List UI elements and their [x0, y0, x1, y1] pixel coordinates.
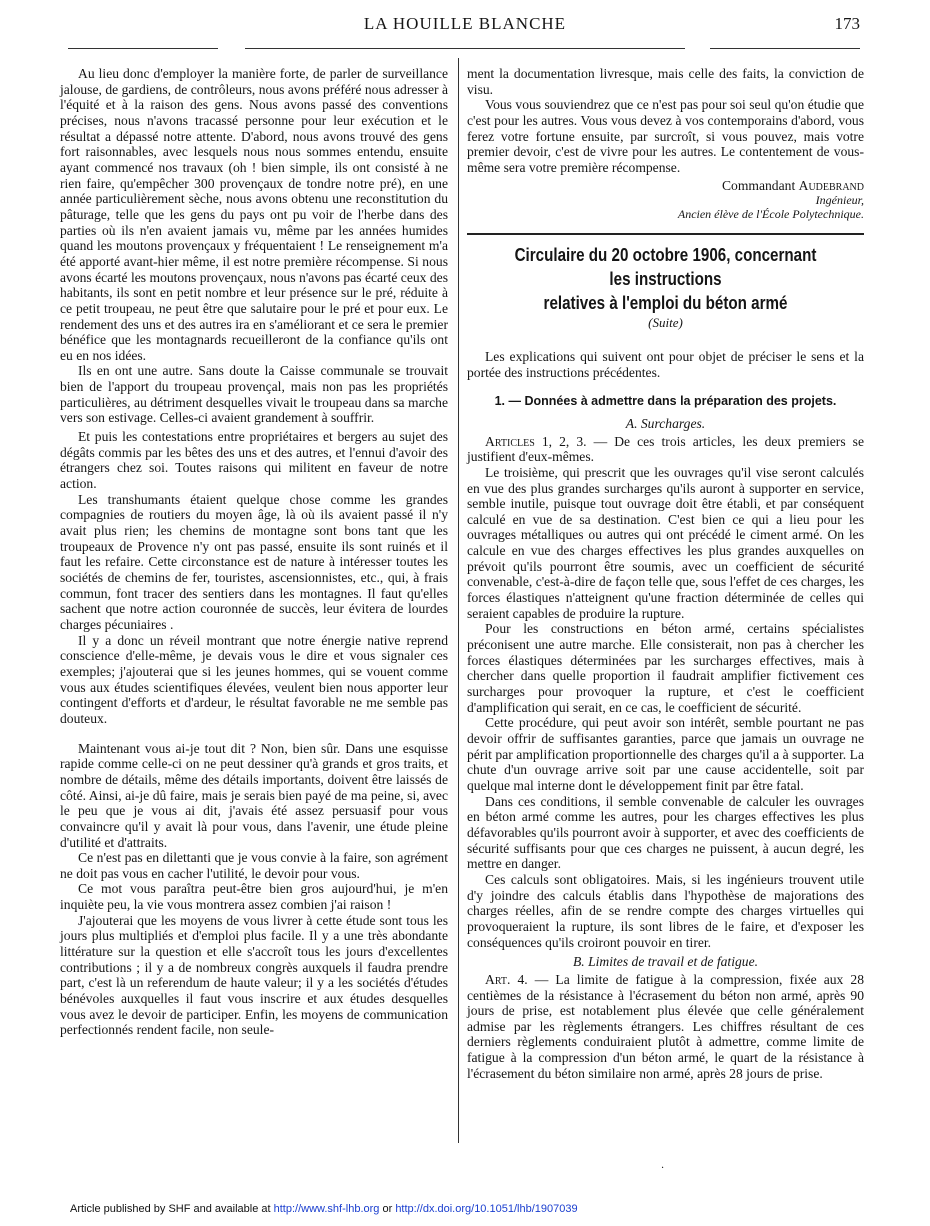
- paragraph: J'ajouterai que les moyens de vous livrer à cette étude sont tous les jours plus multipliés et d'emploi plus facile. Il y a une très abondante littérature sur la question et elle s'accroît tous les jours d'excellentes contributions ; il y a de nombreux congrès auxquels il faudra prendre part, c'est là un referendum de haute valeur; il y a les sociétés d'études bénévoles auxquelles il faut vous inscrire et aux études desquelles vous avez le devoir de participer. Enfin, les moyens de communication perfectionnés rendent facile, non seule-: [60, 912, 448, 1038]
- paragraph: Ce mot vous paraîtra peut-être bien gros aujourd'hui, je m'en inquiète peu, la vie vous montrera assez combien j'ai raison !: [60, 881, 448, 913]
- header-rule-left: [68, 48, 218, 49]
- footer-link-doi[interactable]: http://dx.doi.org/10.1051/lhb/1907039: [395, 1203, 578, 1215]
- paragraph: Maintenant vous ai-je tout dit ? Non, bien sûr. Dans une esquisse rapide comme celle-ci on ne peut dessiner qu'à grands et gros traits, et nombre de détails, même des détails importants, doivent être laissés de côté. Ainsi, ai-je dû faire, mais je serais bien payé de ma peine, si, avec le peu que je vous ai dit, j'avais été assez persuasif pour vous convaincre qu'il y avait là pour vous, dans l'avenir, une étude pleine d'utilité et d'attraits.: [60, 740, 448, 850]
- signature-title: Ingénieur,: [815, 193, 864, 208]
- suite-label: (Suite): [648, 315, 683, 331]
- paragraph: ment la documentation livresque, mais celle des faits, la conviction de visu.: [467, 66, 864, 97]
- circular-intro: Les explications qui suivent ont pour objet de préciser le sens et la portée des instructions précédentes.: [467, 348, 864, 380]
- signature-name: Commandant Audebrand: [721, 177, 864, 193]
- signature-school: Ancien élève de l'École Polytechnique.: [677, 207, 864, 222]
- left-column: [60, 66, 448, 1038]
- paragraph: Ce n'est pas en dilettanti que je vous convie à la faire, son agrément ne doit pas vous en cacher l'utilité, le devoir pour vous.: [60, 850, 448, 881]
- signature: [467, 178, 864, 222]
- paragraph: Dans ces conditions, il semble convenable de calculer les ouvrages en béton armé comme les autres, pour les charges effectives les plus défavorables qu'ils pourront avoir à supporter, et avec des coefficients de sécurité suffisants pour que ces charges ne puissent, à aucun degré, les mettre en danger.: [467, 793, 864, 872]
- circular-top-rule: [467, 233, 864, 235]
- article-paragraph: Articles 1, 2, 3. — De ces trois articles, les deux premiers se justifient d'eux-mêmes.: [467, 433, 864, 465]
- footer-link-site[interactable]: http://www.shf-lhb.org: [273, 1203, 380, 1215]
- subsection-heading: B. Limites de travail et de fatigue.: [573, 954, 758, 970]
- paragraph: Il y a donc un réveil montrant que notre énergie native reprend conscience d'elle-même, je devais vous le dire et vous signaler ces exemples; j'ajouterai que si les jeunes hommes, qui se vouent comme vous aux études scientifiques élevées, veulent bien nous apporter leur contingent d'efforts et d'ardeur, le résultat favorable ne me semble pas douteux.: [60, 632, 448, 726]
- paragraph: Ils en ont une autre. Sans doute la Caisse communale se trouvait bien de l'apport du troupeau provençal, mais non pas les propriétés particulières, au détriment desquelles vivait le troupeau dans sa marche vers son estivage. Celles-ci avaient grandement à souffrir.: [60, 363, 448, 426]
- page-number: 173: [834, 14, 860, 33]
- column-divider: [458, 58, 459, 1143]
- right-column: [467, 66, 864, 1081]
- paragraph: Cette procédure, qui peut avoir son intérêt, semble pourtant ne pas devoir offrir de suffisantes garanties, parce que jamais un ouvrage ne périt par amplification proportionnelle des charges qu'il a à supporter. La chute d'un ouvrage arrive soit par une cause accidentelle, soit par quelque mal interne dont le développement finit par être fatal.: [467, 715, 864, 793]
- journal-title: LA HOUILLE BLANCHE: [363, 14, 567, 33]
- article-paragraph: Art. 4. — La limite de fatigue à la compression, fixée aux 28 centièmes de la résistance à l'écrasement du béton non armé, après 90 jours de prise, est notablement plus élevée que celle généralement admise par les règlements étrangers. Les chiffres résultant de ces derniers règlements conduiraient plutôt à admettre, comme limite de fatigue à la compression d'un béton armé, le quart de la résistance à l'écrasement du béton similaire non armé, après 28 jours de prise.: [467, 971, 864, 1081]
- subsection-heading: A. Surcharges.: [625, 415, 706, 431]
- paragraph: Et puis les contestations entre propriétaires et bergers au sujet des dégâts commis par les bêtes des uns et des autres, et l'ennui d'avoir des étrangers chez soi. Toutes raisons qui militent en faveur de notre action.: [60, 429, 448, 492]
- header-rule-right: [710, 48, 860, 49]
- paragraph: Les transhumants étaient quelque chose comme les grandes compagnies de routiers du moyen âge, là où ils avaient passé il n'y avait plus rien; les chemins de montagne sont bons tant que les troupeaux de Provence n'y ont pas passé, ensuite ils sont ruinés et il faut les refaire. Cette circonstance est de nature à intéresser toutes les sociétés de chemins de fer, touristes, ascensionnistes, etc., qui, à frais commun, font tracer des sentiers dans les montagnes. Il faut qu'elles sachent que notre action couronnée de succès, leur évitera de lourdes charges pécuniaires .: [60, 491, 448, 632]
- print-speck: ·: [661, 1163, 665, 1174]
- paragraph: Le troisième, qui prescrit que les ouvrages qu'il vise seront calculés en vue des plus grandes surcharges qu'ils auront à supporter en service, semble inutile, puisque tout ouvrage doit être établi, et par conséquent calculé en vue de sa destination. C'est bien ce qui a lieu pour les ouvrages métalliques ou autres qui ont précédé le ciment armé. On les calcule en vue des charges effectives les plus grandes auxquelles on prévoit qu'ils pourront être soumis, avec un coefficient de sécurité convenable, c'est-à-dire de façon telle que, sous l'effet de ces charges, les forces élastiques n'atteignent qu'une fraction déterminée de celles qui seraient capables de produire la rupture.: [467, 464, 864, 621]
- paragraph: Vous vous souviendrez que ce n'est pas pour soi seul qu'on étudie que c'est pour les autres. Vous vous devez à vos contemporains d'abord, vous ferez votre fortune ensuite, par surcroît, si vous pouvez, mais votre premier devoir, c'est de vivre pour les autres. Le contentement de vous-même sera votre première récompense.: [467, 97, 864, 175]
- paragraph: Ces calculs sont obligatoires. Mais, si les ingénieurs trouvent utile d'y joindre des calculs établis dans l'hypothèse de majorations des charges réelles, afin de se rendre compte des charges virtuelles qui provoqueraient la rupture, ils sont libres de le faire, et d'exposer les conséquences qu'ils croiront pouvoir en tirer.: [467, 871, 864, 950]
- header-rule-center: [245, 48, 685, 49]
- paragraph: Pour les constructions en béton armé, certains spécialistes préconisent une autre marche. Elle consisterait, non pas à chercher les forces élastiques déterminées par les surcharges effectives, mais à chercher dans quelle proportion il faudrait amplifier fictivement ces surcharges pour provoquer la rupture, et c'est le coefficient d'amplification qui serait, en ce cas, le coefficient de sécurité.: [467, 621, 864, 715]
- paragraph: Au lieu donc d'employer la manière forte, de parler de surveillance jalouse, de gardiens, de contrôleurs, nous avons préféré nous adresser à l'équité et à la raison des gens. Nous avons passé des conventions précises, nous n'avons tracassé personne pour leur exécution et le résultat a dépassé notre attente. D'abord, nous avons trouvé des gens fort raisonnables, avec lesquels nous nous sommes entendu, ensuite ayant commencé nos travaux (oh ! bien simple, ils ont consisté à ne rien faire, qu'empêcher 300 provençaux de tondre notre pré), en une année particulièrement sèche, nous avons obtenu une reconstitution du pâturage, telle que les gens du pays ont pu voir de l'herbe dans des parties où ils n'en avaient jamais vu, même par les années humides quand les moutons provençaux y fréquentaient ! Le renseignement m'a été apporté avant-hier même, il est notre première récompense. Si nous avons écarté les moutons provençaux, nous n'avons pas écarté ceux des habitants, ils sont en petit nombre et leur présence sur le pré, réduite à ce petit troupeau, ne peut être que salutaire pour le pré et pour eux. Le rendement des uns et des autres ira en s'améliorant et ce sera le premier bénéfice que les montagnards recueilleront de la confiance qu'ils ont eu en nos idées.: [60, 66, 448, 363]
- circular-title: Circulaire du 20 octobre 1906, concernant les instructions relatives à l'emploi du béton armé: [514, 244, 817, 314]
- section-heading: 1. — Données à admettre dans la préparation des projets.: [494, 394, 837, 409]
- footer: Article published by SHF and available at http://www.shf-lhb.org or http://dx.doi.org/10.1051/lhb/1907039: [70, 1203, 578, 1215]
